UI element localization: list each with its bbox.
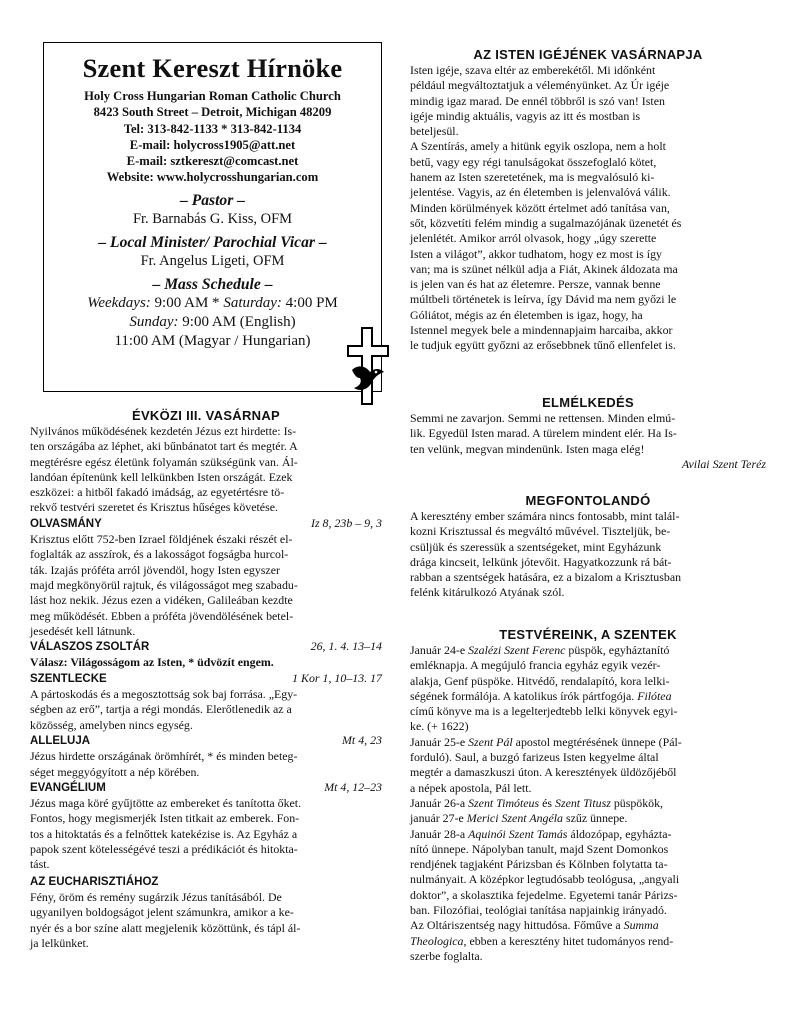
reading-header: OLVASMÁNY Iz 8, 23b – 9, 3 <box>30 515 382 530</box>
cross-dove-icon <box>346 326 390 406</box>
pastor-name: Fr. Barnabás G. Kiss, OFM <box>132 210 293 227</box>
church-email-2: E-mail: sztkereszt@comcast.net <box>126 154 299 169</box>
eucharist-header: AZ EUCHARISZTIÁHOZ <box>30 875 159 888</box>
text-line: van; ma is szünet nélkül adja a Fiát, Akinek áldozata ma <box>410 261 678 276</box>
gospel-line: papok szent kötelességévé teszi a prédikációt és hitokta- <box>30 842 298 857</box>
text-line: csüljük és szeressük a szentségeket, mint Egyházunk <box>410 539 662 554</box>
eucharist-line: Fény, öröm és remény sugárzik Jézus tanításából. De <box>30 889 282 904</box>
vicar-name: Fr. Angelus Ligeti, OFM <box>140 252 285 269</box>
text-line: le tudjuk együtt győzni az erősebbnek tűnő ellenfelet is. <box>410 338 676 353</box>
text-line: hanem az Isten szeretetének, ma is megvalósuló ki- <box>410 170 655 185</box>
eucharist-line: nyér és a bor színe alatt megjelenik közöttünk, és tápl ál- <box>30 920 301 935</box>
church-email-1: E-mail: holycross1905@att.net <box>129 137 296 152</box>
text-line: igéje mindig aktuális, vagyis az itt és mostban is <box>410 108 641 123</box>
text-line: Isten igéje, szava eltér az emberekétől. Mi időnként <box>410 63 656 77</box>
text-line: Góliátot, mégis az én életemben is igaz, hogy, ha <box>410 307 643 322</box>
text-line: megtér a damaszkuszi úton. A keresztények üldözőjéből <box>410 765 677 780</box>
eucharist-line: ja lelkünket. <box>30 935 89 950</box>
text-line: alakja, Genf püspöke. Hitvédő, rendalapító, kora lelki- <box>410 673 670 688</box>
gospel-line: tos a hitoktatás és a felnőttek katekézise is. Az Egyház a <box>30 826 298 841</box>
text-line: Január 28-a Aquinói Szent Tamás áldozópap, egyházta- <box>410 826 672 841</box>
epistle-line: A pártoskodás és a megosztottság sok baj forrása. „Egy- <box>30 687 298 702</box>
text-line: A keresztény ember számára nincs fontosabb, mint talál- <box>410 509 680 523</box>
text-line: ke. (+ 1622) <box>410 719 469 734</box>
text-line: múltbeli történetek is leírva, így Dávid ma nem győzi le <box>410 292 677 307</box>
reading-line: ták. Izajás próféta arról jövendöl, hogy Isten egyszer <box>30 562 280 577</box>
eucharist-line: ugyanilyen boldogságot jelent számunkra, amikor a ke- <box>30 905 294 920</box>
alleluia-line: Jézus hirdette országának örömhírét, * és minden beteg- <box>30 749 298 764</box>
church-website: Website: www.holycrosshungarian.com <box>106 170 319 185</box>
church-name: Holy Cross Hungarian Roman Catholic Church <box>84 89 341 103</box>
intro-line: landóan építenünk kell lelkünkben Isten országát. Ezek <box>30 469 293 484</box>
reading-line: lást hoz nekik. Jézus ezen a vidéken, Galileában kezdte <box>30 593 293 608</box>
meditation-body <box>410 411 766 472</box>
gospel-line: Fontos, hogy megismerjék Isten titkait az emberek. Fon- <box>30 811 300 826</box>
text-line: mindig igaz marad. De ennél többről is szó van! Isten <box>410 93 665 108</box>
saints-heading: TESTVÉREINK, A SZENTEK <box>499 627 677 642</box>
text-line: jelentése. Vagyis, az én életemben is jelenvalóvá válik. <box>410 185 671 200</box>
reading-line: Krisztus előtt 752-ben Izrael földjének északi részét el- <box>30 532 293 547</box>
reading-line: meg működését. Ebben a próféta jövendölésének betel- <box>30 608 294 623</box>
intro-line: megtérésre egész életünk folyamán szükségünk van. Ál- <box>30 454 298 469</box>
text-line: nulmányait. A középkor legtudósabb teológusa, „angyali <box>410 872 680 887</box>
psalm-response: Válasz: Világosságom az Isten, * üdvözít engem. <box>30 655 274 670</box>
vicar-label: – Local Minister/ Parochial Vicar – <box>98 233 327 251</box>
text-line: is jelen van és hat az életemre. Persze, vannak benne <box>410 277 661 292</box>
psalm-header: VÁLASZOS ZSOLTÁR 26, 1. 4. 13–14 <box>30 639 382 654</box>
text-line: betű, vagy egy régi tanulságokat összefoglaló kötet, <box>410 154 657 169</box>
meditation-heading: ELMÉLKEDÉS <box>542 395 634 410</box>
sunday-heading: ÉVKÖZI III. VASÁRNAP <box>131 408 281 423</box>
gospel-line: tást. <box>30 857 50 872</box>
masthead-box <box>43 42 382 392</box>
text-line: ségének formálója. A katolikus írók pártfogója. Filótea <box>410 688 672 703</box>
intro-line: ten országába az léphet, aki bűnbánatot tart és megtér. A <box>30 439 298 454</box>
text-line: forduló). Saul, a buzgó farizeus Isten kegyelme által <box>410 750 659 765</box>
text-line: nító ünnepe. Nápolyban tanult, majd Szent Domonkos <box>410 841 669 856</box>
word-of-god-heading: AZ ISTEN IGÉJÉNEK VASÁRNAPJA <box>473 47 703 62</box>
epistle-line: ségben az erő”, tartja a régi mondás. Elerőtlenedik az a <box>30 702 292 717</box>
text-line: Minden körülmények között értelmet adó tanítása van, <box>410 200 670 215</box>
text-line: Az Oltáriszentség nagy hittudósa. Főműve a Summa <box>410 918 659 933</box>
consider-body <box>410 509 766 601</box>
sunday-schedule-2: 11:00 AM (Magyar / Hungarian) <box>114 332 311 349</box>
text-line: jelenlétét. Amikor arról olvasok, hogy „úgy szerette <box>410 231 657 246</box>
word-of-god-body <box>410 63 766 354</box>
text-line: Isten a világot”, akkor tudhatom, hogy ez most is így <box>410 246 662 261</box>
alleluia-line: séget meggyógyított a nép körében. <box>30 764 200 779</box>
saints-body <box>410 643 766 964</box>
text-line: sőt, közvetíti felém mindig a sugalmazójának üzenetét és <box>410 215 682 230</box>
text-line: rendjének tagjaként Párizsban és Kölnben folytatta ta- <box>410 857 668 872</box>
church-phone: Tel: 313-842-1133 * 313-842-1134 <box>123 121 302 136</box>
text-line: A Szentírás, amely a hitünk egyik oszlopa, nem a holt <box>410 139 666 154</box>
intro-line: Nyilvános működésének kezdetén Jézus ezt hirdette: Is- <box>30 424 297 438</box>
epistle-header: SZENTLECKE 1 Kor 1, 10–13. 17 <box>30 670 382 685</box>
sunday-schedule: Sunday: 9:00 AM (English) <box>129 313 296 330</box>
text-line: a népek apostola, Pál lett. <box>410 780 532 795</box>
text-line: január 27-e Merici Szent Angéla szűz ünnepe. <box>410 811 628 826</box>
text-line: beteljesül. <box>410 124 459 139</box>
text-line: kozni Krisztussal és megváltó művével. Tiszteljük, be- <box>410 524 671 539</box>
reading-line: foglalták az asszírok, és a lakosságot fogságba hurcol- <box>30 547 289 562</box>
text-line: felénk kitárulkozó Atyának szól. <box>410 585 565 600</box>
gospel-line: Jézus maga köré gyűjtötte az embereket és tanította őket. <box>30 796 302 811</box>
text-line: című könyve ma is a legelterjedtebb lelki könyvek egyi- <box>410 704 678 719</box>
meditation-signature: Avilai Szent Teréz <box>681 456 766 471</box>
text-line: Istennel megyek bele a mindennapjaim harcaiba, akkor <box>410 323 673 338</box>
intro-line: eszközei: a hitből fakadó imádság, az egyetértésre tö- <box>30 485 285 500</box>
reading-line: majd megkönyörül rajtuk, és világosságot meg szabadu- <box>30 577 298 592</box>
text-line: szerbe foglalta. <box>410 948 483 963</box>
text-line: lik. Egyedül Isten marad. A türelem mindent elér. Ha Is- <box>410 426 677 441</box>
text-line: Január 26-a Szent Timóteus és Szent Titusz püspökök, <box>410 795 664 810</box>
pastor-label: – Pastor – <box>180 191 245 209</box>
text-line: doktor”, a skolasztika fejedelme. Egyetemi tanár Párizs- <box>410 887 678 902</box>
text-line: Január 24-e Szalézi Szent Ferenc püspök, egyháztanító <box>410 643 670 657</box>
reading-line: jesedését kell látnunk. <box>30 623 136 638</box>
intro-line: rekvő testvéri szeretet és Krisztus hűséges követése. <box>30 500 278 515</box>
text-line: Semmi ne zavarjon. Semmi ne rettensen. Minden elmú- <box>410 411 676 425</box>
gospel-header: EVANGÉLIUM Mt 4, 12–23 <box>30 779 382 794</box>
mass-schedule-label: – Mass Schedule – <box>152 275 273 293</box>
text-line: ten velünk, megvan mindenünk. Isten maga elég! <box>410 441 645 456</box>
text-line: drága kincseit, lelkünk jótevőit. Hagyatkozzunk rá bát- <box>410 554 672 569</box>
weekday-schedule: Weekdays: 9:00 AM * Saturday: 4:00 PM <box>87 294 338 311</box>
epistle-line: közösség, amelyben nincs egység. <box>30 717 193 732</box>
consider-heading: MEGFONTOLANDÓ <box>525 493 651 508</box>
text-line: például megváltoztatjuk a véleményünket. Az Úr igéje <box>410 78 670 93</box>
text-line: Január 25-e Szent Pál apostol megtérésének ünnepe (Pál- <box>410 734 682 749</box>
newsletter-title: Szent Kereszt Hírnöke <box>82 53 343 83</box>
text-line: Theologica, ebben a keresztény hitet tudományos rend- <box>410 933 674 948</box>
text-line: ban. Filozófiai, teológiai tanítása napjainkig irányadó. <box>410 903 667 918</box>
left-body <box>30 424 382 951</box>
text-line: rabban a szentségek hatására, ez a bizalom a Krisztusban <box>410 570 682 585</box>
church-address: 8423 South Street – Detroit, Michigan 48209 <box>93 105 332 120</box>
text-line: emléknapja. A megújuló francia egyház egyik vezér- <box>410 658 661 673</box>
alleluia-header: ALLELUJA Mt 4, 23 <box>30 732 382 747</box>
